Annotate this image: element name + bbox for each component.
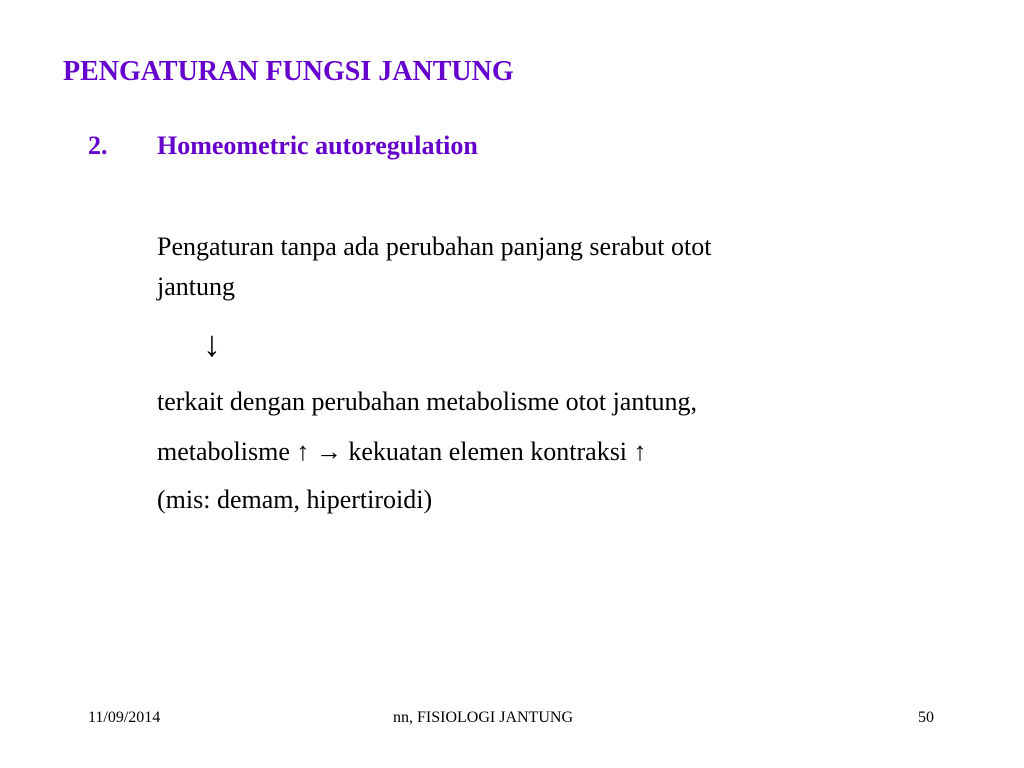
body-line-1: Pengaturan tanpa ada perubahan panjang serabut otot: [157, 232, 712, 261]
slide-title: PENGATURAN FUNGSI JANTUNG: [63, 56, 514, 87]
body-line-5: (mis: demam, hipertiroidi): [157, 485, 433, 514]
body-line-2: jantung: [157, 272, 235, 301]
body-line-4: [157, 434, 647, 470]
item-heading: Homeometric autoregulation: [157, 131, 478, 160]
body-line-4-text-a: metabolisme: [157, 437, 290, 466]
arrow-up-icon-2: ↑: [633, 437, 647, 466]
body-line-3: terkait dengan perubahan metabolisme otot jantung,: [157, 387, 698, 416]
arrow-right-icon: →: [315, 437, 342, 466]
arrow-down-icon: ↓: [203, 324, 221, 364]
item-number: 2.: [88, 131, 108, 160]
body-line-4-text-b: kekuatan elemen kontraksi: [348, 437, 628, 466]
footer-center-text: nn, FISIOLOGI JANTUNG: [393, 709, 573, 726]
footer-page-number: 50: [918, 709, 934, 726]
footer-date: 11/09/2014: [88, 709, 161, 726]
arrow-up-icon: ↑: [296, 437, 310, 466]
